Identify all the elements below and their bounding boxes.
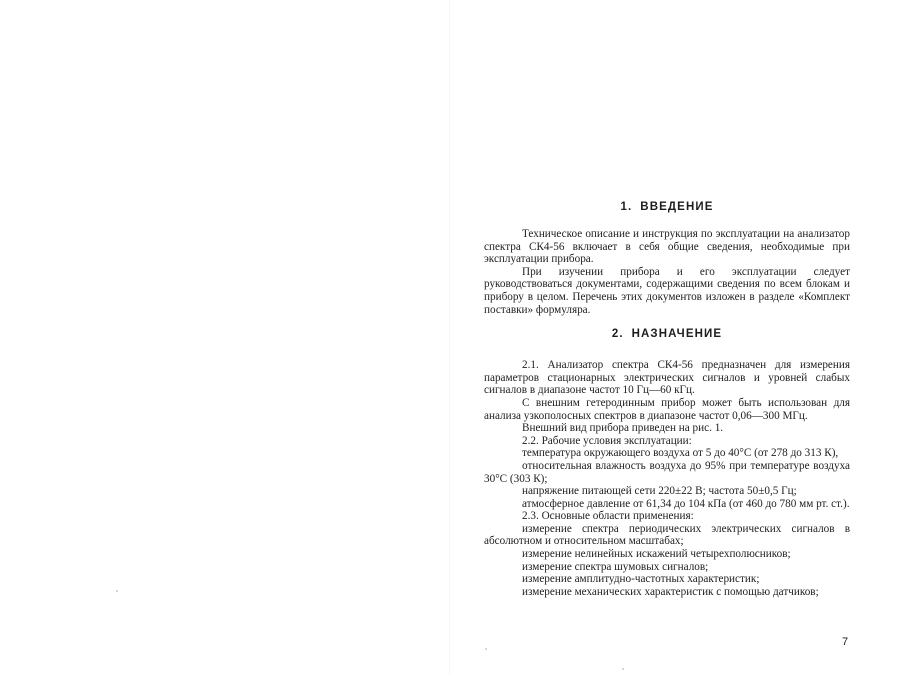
list-item: напряжение питающей сети 220±22 В; частота 50±0,5 Гц; — [522, 485, 797, 498]
section-number: 2. — [611, 328, 624, 341]
list-item: измерение механических характеристик с помощью датчиков; — [522, 585, 819, 598]
section-title: НАЗНАЧЕНИЕ — [631, 328, 723, 341]
paragraph: С внешним гетеродинным прибор может быть использован для анализа узкополосных спектров в диапазоне частот 0,06—300 МГц. — [484, 396, 850, 422]
list-item: измерение амплитудно-частотных характеристик; — [522, 573, 760, 586]
paragraph: Техническое описание и инструкция по эксплуатации на анализатор спектра СК4-56 включает в себя общие сведения, необходимые при эксплуатации прибора. — [484, 228, 850, 266]
list-item: температура окружающего воздуха от 5 до 40°С (от 278 до 313 К), — [522, 447, 839, 460]
paragraph: 2.2. Рабочие условия эксплуатации: — [522, 434, 692, 447]
scan-speck — [485, 648, 487, 650]
page-number: 7 — [842, 636, 849, 648]
scan-speck — [116, 590, 118, 592]
text-column — [484, 200, 850, 598]
section-title: ВВЕДЕНИЕ — [640, 201, 714, 213]
list-item: измерение спектра периодических электрических сигналов в абсолютном и относительном масштабах; — [484, 522, 850, 548]
list-item: измерение нелинейных искажений четырехполюсников; — [522, 548, 791, 561]
list-item: атмосферное давление от 61,34 до 104 кПа (от 460 до 780 мм рт. ст.). — [522, 497, 850, 510]
paragraph: 2.3. Основные области применения: — [522, 510, 694, 523]
paragraph: Внешний вид прибора приведен на рис. 1. — [522, 422, 724, 435]
paragraph: При изучении прибора и его эксплуатации следует руководствоваться документами, содержащими сведения по всем блокам и прибору в целом. Перечень этих документов изложен в разделе «Комплект поставки» формуляра. — [484, 265, 850, 316]
section-heading-purpose — [484, 327, 850, 341]
paragraph: 2.1. Анализатор спектра СК4-56 предназначен для измерения параметров стационарных электрических сигналов и уровней слабых сигналов в диапазоне частот 10 Гц—60 кГц. — [484, 359, 850, 397]
list-item: измерение спектра шумовых сигналов; — [522, 560, 709, 573]
page-fold-shadow — [449, 0, 450, 675]
scan-speck — [622, 668, 624, 670]
list-item: относительная влажность воздуха до 95% при температуре воздуха 30°С (303 К); — [484, 459, 850, 485]
section-heading-introduction — [484, 200, 850, 214]
section-number: 1. — [620, 201, 633, 213]
